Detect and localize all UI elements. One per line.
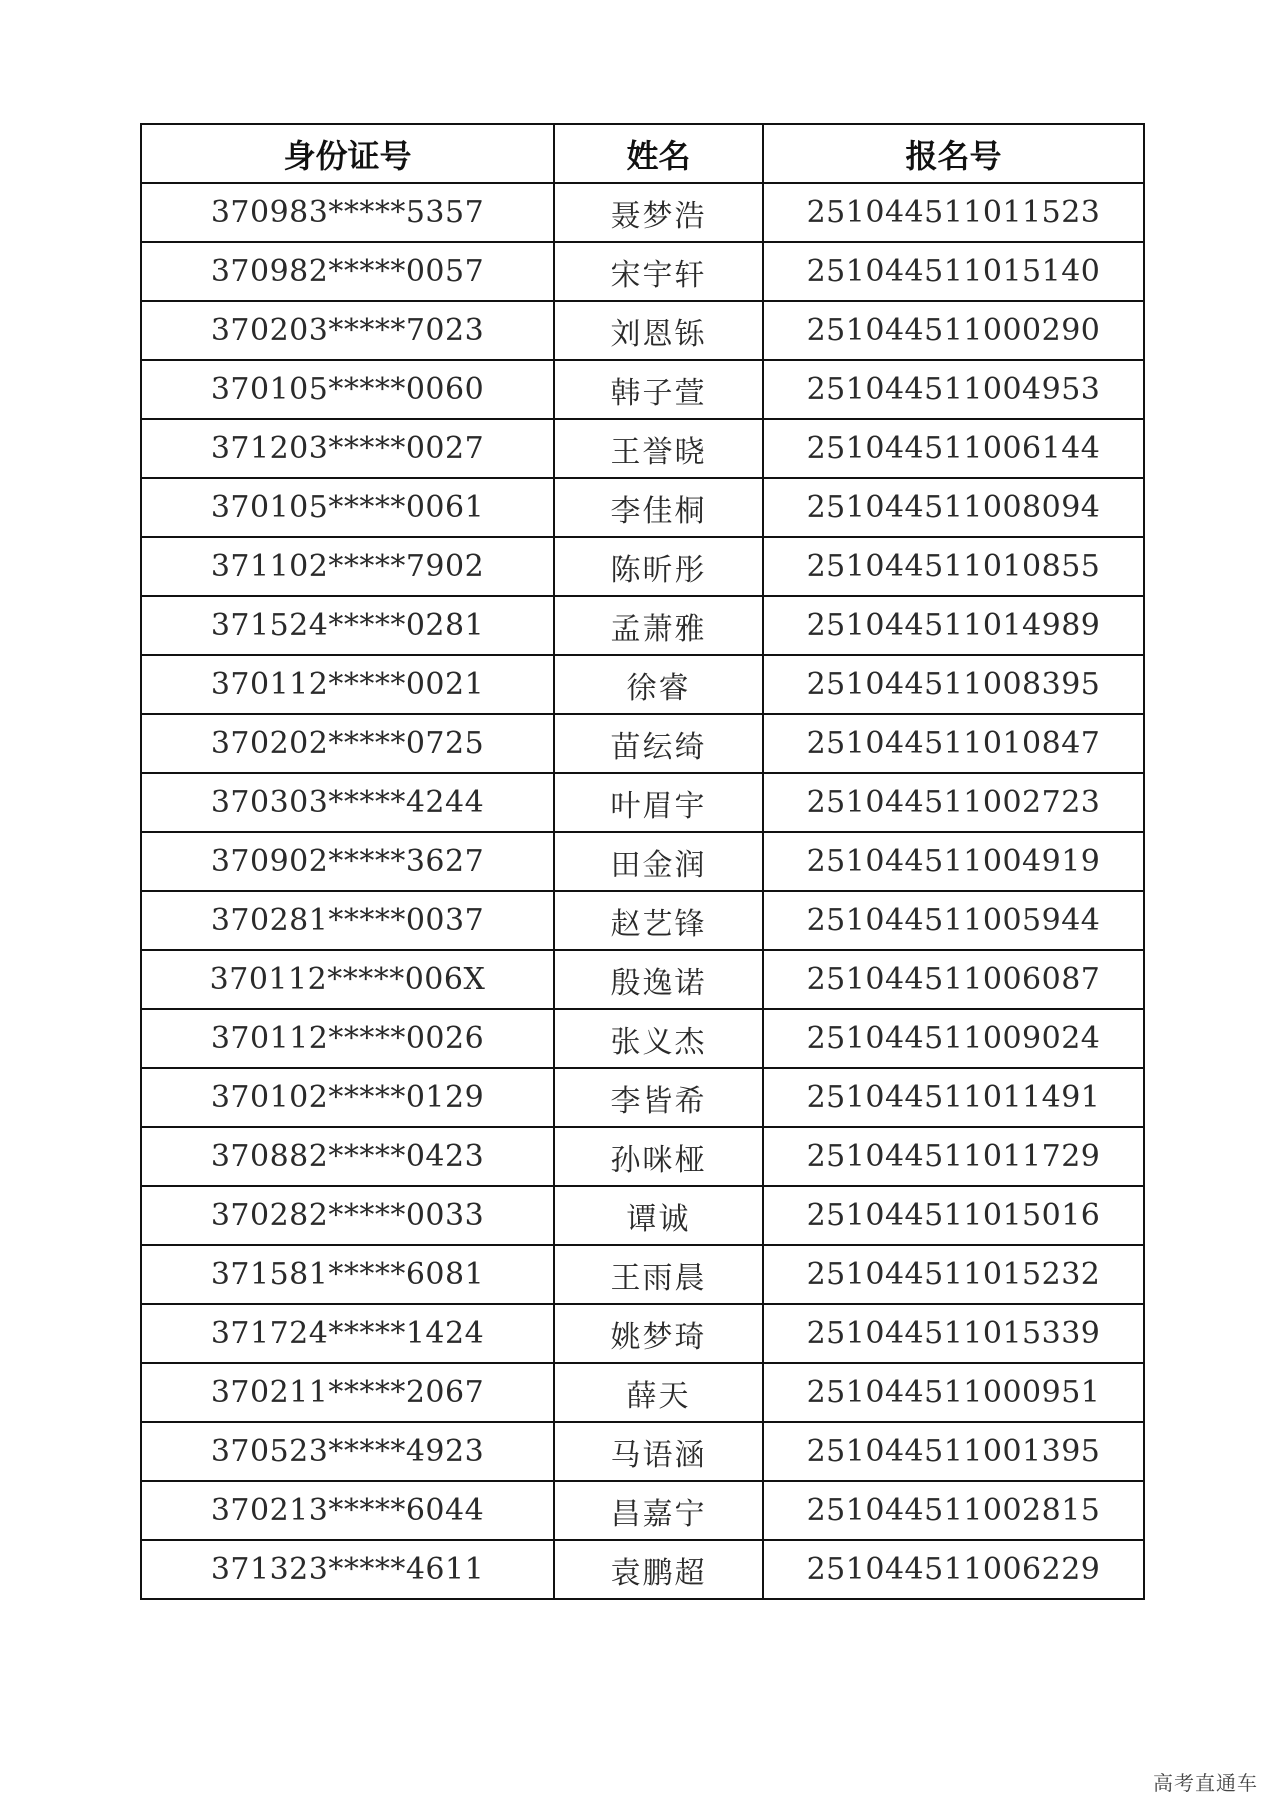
id-number-cell: 371323*****4611 xyxy=(141,1540,554,1599)
registration-number-cell: 251044511004919 xyxy=(763,832,1144,891)
table-row xyxy=(141,301,1144,360)
registration-number-cell: 251044511011729 xyxy=(763,1127,1144,1186)
id-number-cell: 370281*****0037 xyxy=(141,891,554,950)
id-number-cell: 371102*****7902 xyxy=(141,537,554,596)
id-number-cell: 370902*****3627 xyxy=(141,832,554,891)
registration-number-cell: 251044511002815 xyxy=(763,1481,1144,1540)
registration-number-cell: 251044511000951 xyxy=(763,1363,1144,1422)
registration-number-cell: 251044511011523 xyxy=(763,183,1144,242)
table-row xyxy=(141,419,1144,478)
registration-number-cell: 251044511006229 xyxy=(763,1540,1144,1599)
table-row xyxy=(141,596,1144,655)
registration-number-cell: 251044511008395 xyxy=(763,655,1144,714)
name-cell: 陈昕彤 xyxy=(554,537,763,596)
table-row xyxy=(141,950,1144,1009)
id-number-cell: 370523*****4923 xyxy=(141,1422,554,1481)
name-cell: 李佳桐 xyxy=(554,478,763,537)
header-registration-number: 报名号 xyxy=(763,124,1144,183)
registration-number-cell: 251044511001395 xyxy=(763,1422,1144,1481)
name-cell: 昌嘉宁 xyxy=(554,1481,763,1540)
watermark-text: 高考直通车 xyxy=(1153,1771,1258,1795)
id-number-cell: 370102*****0129 xyxy=(141,1068,554,1127)
table-row xyxy=(141,360,1144,419)
name-cell: 李皆希 xyxy=(554,1068,763,1127)
name-cell: 谭诚 xyxy=(554,1186,763,1245)
id-number-cell: 370112*****0021 xyxy=(141,655,554,714)
id-number-cell: 370303*****4244 xyxy=(141,773,554,832)
name-cell: 赵艺锋 xyxy=(554,891,763,950)
table-row xyxy=(141,1422,1144,1481)
id-number-cell: 370105*****0061 xyxy=(141,478,554,537)
registration-number-cell: 251044511002723 xyxy=(763,773,1144,832)
table-row xyxy=(141,1304,1144,1363)
name-cell: 宋宇轩 xyxy=(554,242,763,301)
id-number-cell: 370203*****7023 xyxy=(141,301,554,360)
id-number-cell: 370213*****6044 xyxy=(141,1481,554,1540)
registration-number-cell: 251044511011491 xyxy=(763,1068,1144,1127)
registration-number-cell: 251044511008094 xyxy=(763,478,1144,537)
id-number-cell: 370282*****0033 xyxy=(141,1186,554,1245)
registration-number-cell: 251044511009024 xyxy=(763,1009,1144,1068)
registration-number-cell: 251044511010855 xyxy=(763,537,1144,596)
name-cell: 王誉晓 xyxy=(554,419,763,478)
header-row xyxy=(141,124,1144,183)
name-cell: 孙咪桠 xyxy=(554,1127,763,1186)
name-cell: 徐睿 xyxy=(554,655,763,714)
table-row xyxy=(141,478,1144,537)
table-row xyxy=(141,1540,1144,1599)
name-cell: 叶眉宇 xyxy=(554,773,763,832)
name-cell: 苗纭绮 xyxy=(554,714,763,773)
registration-number-cell: 251044511015232 xyxy=(763,1245,1144,1304)
id-number-cell: 370982*****0057 xyxy=(141,242,554,301)
registration-number-cell: 251044511000290 xyxy=(763,301,1144,360)
registration-number-cell: 251044511015016 xyxy=(763,1186,1144,1245)
registration-number-cell: 251044511010847 xyxy=(763,714,1144,773)
registration-number-cell: 251044511004953 xyxy=(763,360,1144,419)
name-cell: 聂梦浩 xyxy=(554,183,763,242)
id-number-cell: 371524*****0281 xyxy=(141,596,554,655)
registration-number-cell: 251044511005944 xyxy=(763,891,1144,950)
name-cell: 韩子萱 xyxy=(554,360,763,419)
header-id-number: 身份证号 xyxy=(141,124,554,183)
id-number-cell: 370211*****2067 xyxy=(141,1363,554,1422)
name-cell: 张义杰 xyxy=(554,1009,763,1068)
name-cell: 马语涵 xyxy=(554,1422,763,1481)
id-number-cell: 370983*****5357 xyxy=(141,183,554,242)
name-cell: 姚梦琦 xyxy=(554,1304,763,1363)
table-row xyxy=(141,1068,1144,1127)
header-name: 姓名 xyxy=(554,124,763,183)
name-cell: 殷逸诺 xyxy=(554,950,763,1009)
table-row xyxy=(141,714,1144,773)
registration-number-cell: 251044511015140 xyxy=(763,242,1144,301)
table-row xyxy=(141,1009,1144,1068)
id-number-cell: 370202*****0725 xyxy=(141,714,554,773)
id-number-cell: 370112*****0026 xyxy=(141,1009,554,1068)
name-cell: 刘恩铄 xyxy=(554,301,763,360)
table-row xyxy=(141,1127,1144,1186)
id-number-cell: 371203*****0027 xyxy=(141,419,554,478)
name-cell: 孟萧雅 xyxy=(554,596,763,655)
table-row xyxy=(141,1363,1144,1422)
roster-table xyxy=(140,123,1145,1600)
table-row xyxy=(141,655,1144,714)
table-header xyxy=(141,124,1144,183)
id-number-cell: 371581*****6081 xyxy=(141,1245,554,1304)
registration-number-cell: 251044511006087 xyxy=(763,950,1144,1009)
name-cell: 王雨晨 xyxy=(554,1245,763,1304)
id-number-cell: 370882*****0423 xyxy=(141,1127,554,1186)
id-number-cell: 371724*****1424 xyxy=(141,1304,554,1363)
name-cell: 薛天 xyxy=(554,1363,763,1422)
registration-number-cell: 251044511006144 xyxy=(763,419,1144,478)
table-row xyxy=(141,183,1144,242)
table-body xyxy=(141,183,1144,1599)
registration-number-cell: 251044511014989 xyxy=(763,596,1144,655)
table-row xyxy=(141,773,1144,832)
name-cell: 袁鹏超 xyxy=(554,1540,763,1599)
table-row xyxy=(141,1481,1144,1540)
table-row xyxy=(141,537,1144,596)
table-row xyxy=(141,832,1144,891)
table-row xyxy=(141,242,1144,301)
name-cell: 田金润 xyxy=(554,832,763,891)
table-row xyxy=(141,1186,1144,1245)
id-number-cell: 370105*****0060 xyxy=(141,360,554,419)
table-row xyxy=(141,1245,1144,1304)
id-number-cell: 370112*****006X xyxy=(141,950,554,1009)
table-row xyxy=(141,891,1144,950)
registration-number-cell: 251044511015339 xyxy=(763,1304,1144,1363)
